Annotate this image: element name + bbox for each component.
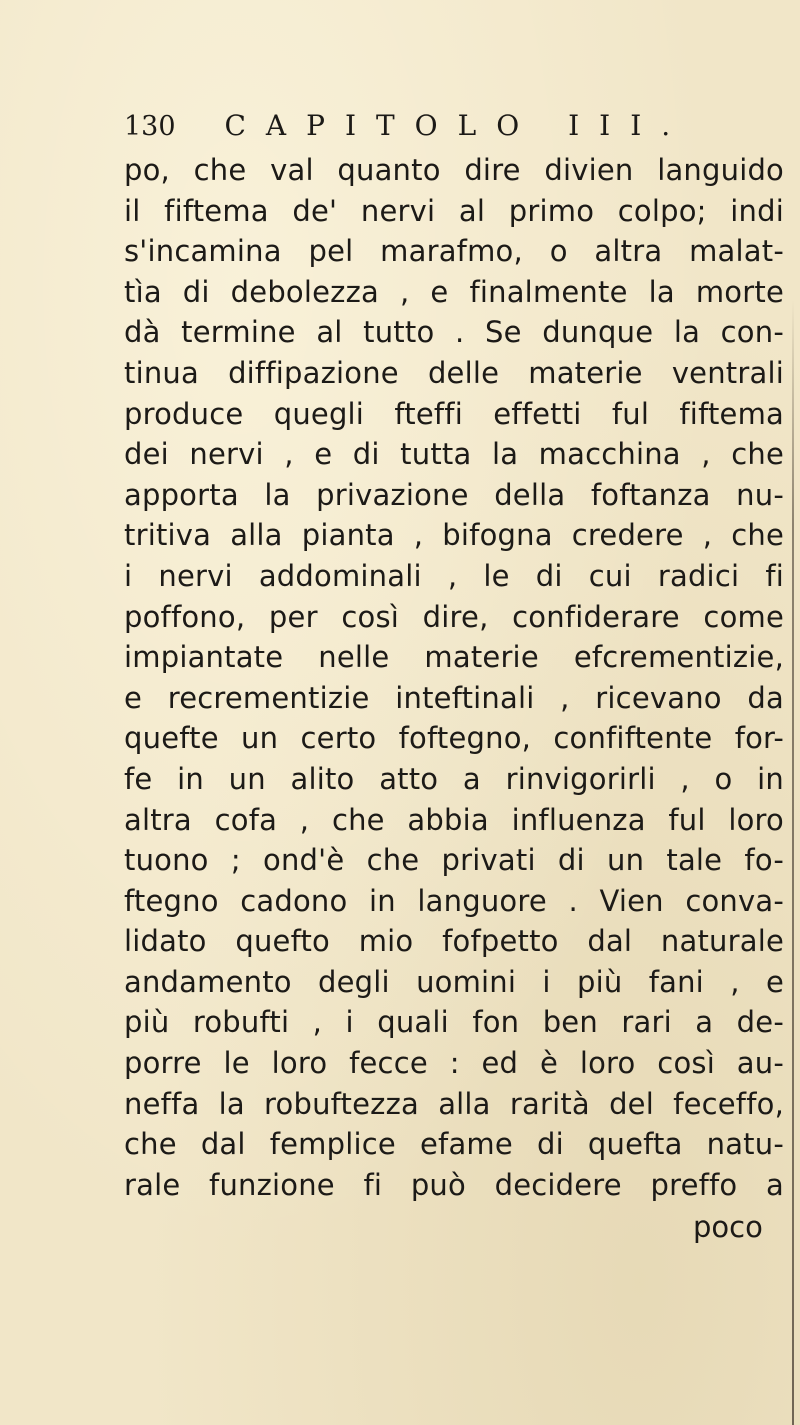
- text-line: apporta la privazione della foftanza nu-: [124, 477, 784, 512]
- running-header: [124, 106, 691, 146]
- body-text: [124, 150, 784, 1205]
- text-line: dà termine al tutto . Se dunque la con-: [124, 315, 784, 350]
- text-line: tuono ; ond'è che privati di un tale fo-: [124, 843, 784, 878]
- text-line: i nervi addominali , le di cui radici fi: [124, 558, 784, 593]
- text-line: andamento degli uomini i più fani , e: [124, 964, 784, 999]
- text-line: impiantate nelle materie efcrementizie,: [124, 640, 784, 675]
- catchword: poco: [693, 1210, 763, 1244]
- text-line: produce quegli fteffi effetti ful fiftema: [124, 396, 784, 431]
- text-line: porre le loro fecce : ed è loro così au-: [124, 1046, 784, 1081]
- text-line: che dal femplice efame di quefta natu-: [124, 1127, 784, 1162]
- text-line: altra cofa , che abbia influenza ful loro: [124, 802, 784, 837]
- text-line: e recrementizie inteftinali , ricevano da: [124, 680, 784, 715]
- text-line: ftegno cadono in languore . Vien conva-: [124, 883, 784, 918]
- text-line: neffa la robuftezza alla rarità del feceffo,: [124, 1086, 784, 1121]
- text-line: quefte un certo foftegno, confiftente for-: [124, 721, 784, 756]
- text-line: s'incamina pel marafmo, o altra malat-: [124, 234, 784, 269]
- text-line: il fiftema de' nervi al primo colpo; indi: [124, 193, 784, 228]
- text-line: tritiva alla pianta , bifogna credere , che: [124, 518, 784, 553]
- text-line: po, che val quanto dire divien languido: [124, 153, 784, 187]
- chapter-title: CAPITOLO III.: [224, 109, 691, 142]
- text-line: lidato quefto mio fofpetto dal naturale: [124, 924, 784, 959]
- text-line: tìa di debolezza , e finalmente la morte: [124, 274, 784, 309]
- text-line: fe in un alito atto a rinvigorirli , o in: [124, 761, 784, 796]
- text-line: più robufti , i quali fon ben rari a de-: [124, 1005, 784, 1040]
- text-line: tinua diffipazione delle materie ventrali: [124, 355, 784, 390]
- text-line: poffono, per così dire, confiderare come: [124, 599, 784, 634]
- page-edge-shadow: [792, 300, 794, 1425]
- text-line: rale funzione fi può decidere preffo a: [124, 1167, 784, 1202]
- text-line: dei nervi , e di tutta la macchina , che: [124, 437, 784, 472]
- page-number: 130: [124, 111, 176, 142]
